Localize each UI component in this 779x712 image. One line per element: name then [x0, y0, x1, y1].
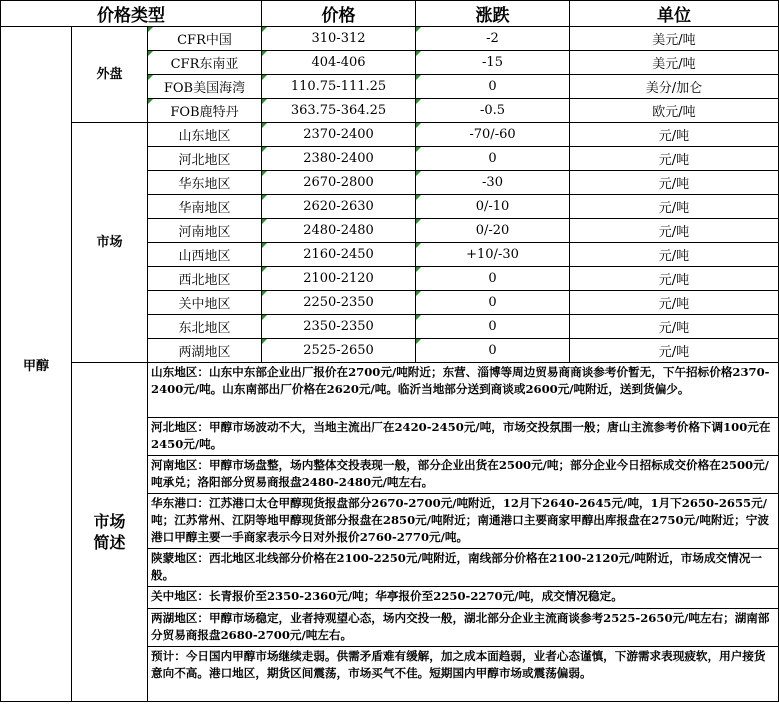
product-name: 甲醇 — [1, 27, 72, 702]
row-unit: 元/吨 — [570, 123, 779, 147]
header-price: 价格 — [262, 1, 416, 27]
row-price: 2370-2400 — [262, 123, 416, 147]
row-name: 两湖地区 — [148, 339, 262, 363]
row-unit: 元/吨 — [570, 339, 779, 363]
row-price: 110.75-111.25 — [262, 75, 416, 99]
row-unit: 美元/吨 — [570, 51, 779, 75]
header-price-type: 价格类型 — [1, 1, 262, 27]
row-change: -15 — [416, 51, 570, 75]
row-name: 关中地区 — [148, 291, 262, 315]
row-name: 河南地区 — [148, 219, 262, 243]
row-change: -0.5 — [416, 99, 570, 123]
row-unit: 元/吨 — [570, 243, 779, 267]
row-change: -30 — [416, 171, 570, 195]
row-price: 2250-2350 — [262, 291, 416, 315]
row-price: 2480-2480 — [262, 219, 416, 243]
row-price: 2620-2630 — [262, 195, 416, 219]
summary-guanzhong: 关中地区：长青报价至2350-2360元/吨；华亭报价至2250-2270元/吨，成交情况稳定。 — [148, 587, 779, 609]
row-name: CFR东南亚 — [148, 51, 262, 75]
header-change: 涨跌 — [416, 1, 570, 27]
external-group-label: 外盘 — [72, 27, 148, 123]
row-price: 363.75-364.25 — [262, 99, 416, 123]
row-change: 0/-10 — [416, 195, 570, 219]
row-unit: 元/吨 — [570, 315, 779, 339]
row-name: FOB美国海湾 — [148, 75, 262, 99]
row-price: 2350-2350 — [262, 315, 416, 339]
row-unit: 元/吨 — [570, 171, 779, 195]
row-change: 0 — [416, 339, 570, 363]
summary-forecast: 预计：今日国内甲醇市场继续走弱。供需矛盾难有缓解，加之成本面趋弱，业者心态谨慎，下游需求表现疲软，用户接货意向不高。港口地区，期货区间震荡，市场买气不佳。短期国内甲醇市场或震荡偏弱。 — [148, 647, 779, 702]
row-price: 2100-2120 — [262, 267, 416, 291]
row-price: 2160-2450 — [262, 243, 416, 267]
summary-label-line1: 市场 — [93, 512, 126, 531]
row-unit: 元/吨 — [570, 195, 779, 219]
row-unit: 美分/加仑 — [570, 75, 779, 99]
row-price: 310-312 — [262, 27, 416, 51]
row-change: 0 — [416, 75, 570, 99]
summary-hebei: 河北地区：甲醇市场波动不大，当地主流出厂在2420-2450元/吨，市场交投氛围一般；唐山主流参考价格下调100元在2450元/吨。 — [148, 418, 779, 456]
row-change: 0/-20 — [416, 219, 570, 243]
summary-shandong: 山东地区：山东中东部企业出厂报价在2700元/吨附近；东营、淄博等周边贸易商商谈参考价暂无，下午招标价格2370-2400元/吨。山东南部出厂价格在2620元/吨。临沂当地部分送到商谈或2600元/吨附近，送到货偏少。 — [148, 363, 779, 418]
summary-shaanxi-mongolia: 陕蒙地区：西北地区北线部分价格在2100-2250元/吨附近，南线部分价格在2100-2120元/吨附近，市场成交情况一般。 — [148, 549, 779, 587]
summary-row — [1, 363, 779, 418]
row-name: 西北地区 — [148, 267, 262, 291]
summary-group-label — [72, 363, 148, 702]
row-unit: 欧元/吨 — [570, 99, 779, 123]
row-unit: 元/吨 — [570, 267, 779, 291]
row-price: 2670-2800 — [262, 171, 416, 195]
row-change: -70/-60 — [416, 123, 570, 147]
row-name: 华东地区 — [148, 171, 262, 195]
row-name: 山东地区 — [148, 123, 262, 147]
row-change: +10/-30 — [416, 243, 570, 267]
row-price: 404-406 — [262, 51, 416, 75]
summary-lianghu: 两湖地区：甲醇市场稳定，业者持观望心态，场内交投一般，湖北部分企业主流商谈参考2525-2650元/吨左右；湖南部分贸易商报盘2680-2700元/吨左右。 — [148, 609, 779, 647]
row-name: 山西地区 — [148, 243, 262, 267]
row-name: 河北地区 — [148, 147, 262, 171]
row-change: 0 — [416, 147, 570, 171]
row-name: 东北地区 — [148, 315, 262, 339]
row-name: CFR中国 — [148, 27, 262, 51]
row-unit: 元/吨 — [570, 291, 779, 315]
row-unit: 元/吨 — [570, 147, 779, 171]
table-row — [1, 27, 779, 51]
header-row — [1, 1, 779, 27]
summary-east-china-port: 华东港口：江苏港口太仓甲醇现货报盘部分2670-2700元/吨附近，12月下2640-2645元/吨，1月下2650-2655元/吨；江苏常州、江阴等地甲醇现货部分报盘在2850元/吨附近；南通港口主要商家甲醇出库报盘在2750元/吨附近；宁波港口甲醇主要一手商家表示今日对外报价2760-2770元/吨。 — [148, 494, 779, 549]
row-change: 0 — [416, 291, 570, 315]
row-name: 华南地区 — [148, 195, 262, 219]
row-change: 0 — [416, 315, 570, 339]
row-unit: 元/吨 — [570, 219, 779, 243]
market-group-label: 市场 — [72, 123, 148, 363]
row-change: -2 — [416, 27, 570, 51]
row-price: 2525-2650 — [262, 339, 416, 363]
row-price: 2380-2400 — [262, 147, 416, 171]
row-unit: 美元/吨 — [570, 27, 779, 51]
summary-label-line2: 简述 — [93, 533, 126, 552]
header-unit: 单位 — [570, 1, 779, 27]
row-change: 0 — [416, 267, 570, 291]
summary-henan: 河南地区：甲醇市场盘整，场内整体交投表现一般，部分企业出货在2500元/吨；部分企业今日招标成交价格在2500元/吨承兑；洛阳部分贸易商报盘2480-2480元/吨左右。 — [148, 456, 779, 494]
table-row — [1, 123, 779, 147]
row-name: FOB鹿特丹 — [148, 99, 262, 123]
